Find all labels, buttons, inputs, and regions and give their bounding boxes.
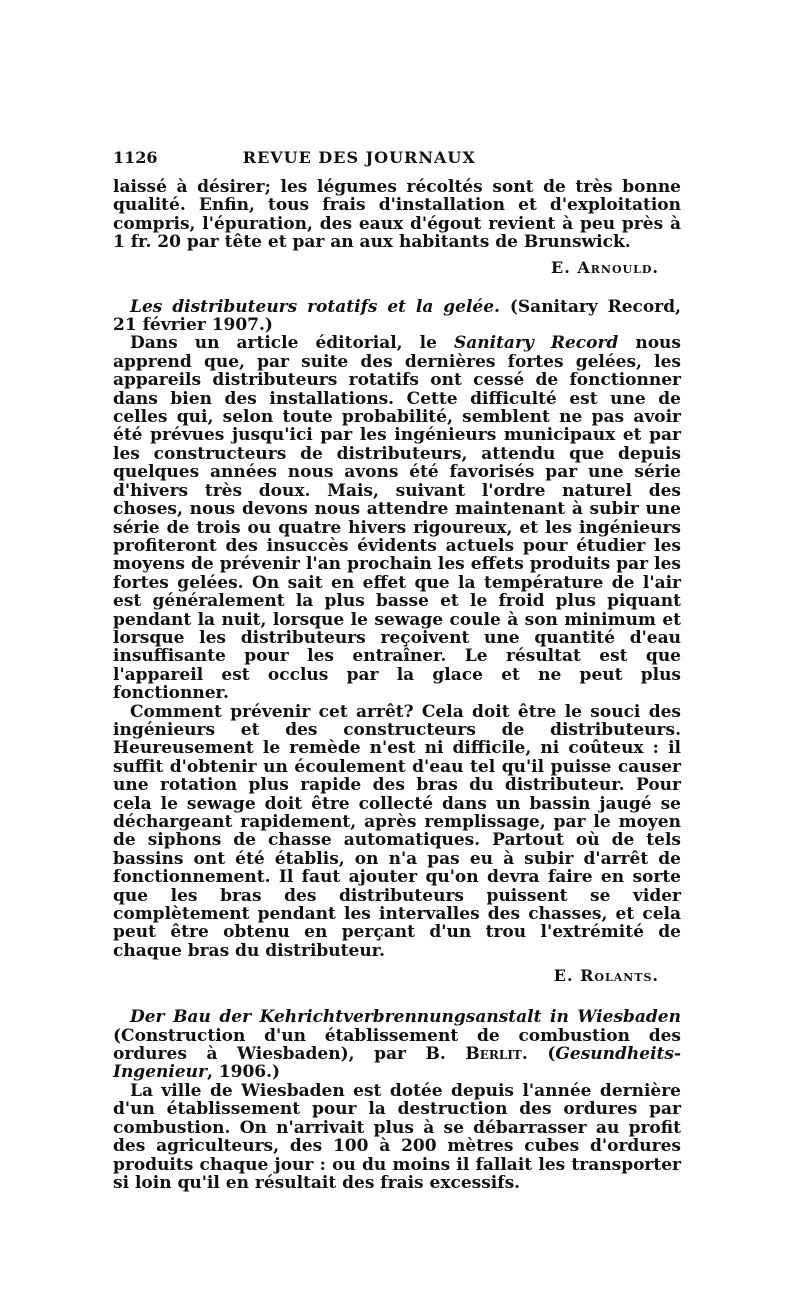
article3-heading: Der Bau der Kehrichtverbrennungsanstalt in Wiesbaden (Construction d'un établissement de combustion des ordures à Wiesbaden), par B. Berlit. (Gesundheits-Ingenieur, 1906.) bbox=[113, 1007, 682, 1083]
article1-continuation: laissé à désirer; les légumes récoltés sont de très bonne qualité. Enfin, tous frais d'installation et d'exploitation compris, l'épuration, des eaux d'égout revient à peu près à 1 fr. 20 par tête et par an aux habitants de Brunswick. bbox=[113, 177, 681, 253]
article2-paragraph-2: Comment prévenir cet arrêt? Cela doit être le souci des ingénieurs et des constructeurs de distributeurs. Heureusement le remède n'est ni difficile, ni coûteux : il suffit d'obtenir un écoulement d'eau tel qu'il puisse causer une rotation plus rapide des bras du distributeur. Pour cela le sewage doit être collecté dans un bassin jaugé se déchargeant rapidement, après remplissage, par le moyen de siphons de chasse automatiques. Partout où de tels bassins ont été établis, on n'a pas eu à subir d'arrêt de fonctionnement. Il faut ajouter qu'on devra faire en sorte que les bras des distributeurs puissent se vider complètement pendant les intervalles des chasses, et cela peut être obtenu en perçant d'un trou l'extrémité de chaque bras du distributeur. bbox=[113, 701, 681, 961]
spacer bbox=[113, 278, 681, 298]
page-number: 1126 bbox=[113, 148, 158, 167]
journal-name: Sanitary Record bbox=[453, 333, 619, 354]
running-title: REVUE DES JOURNAUX bbox=[242, 148, 476, 167]
article3-source: Gesundheits-Ingenieur bbox=[113, 1044, 682, 1083]
article3-title: Der Bau der Kehrichtverbrennungsanstalt in Wiesbaden bbox=[130, 1007, 681, 1028]
article1-signature: E. Arnould. bbox=[551, 257, 659, 277]
article2-heading bbox=[113, 298, 681, 335]
article2-title: Les distributeurs rotatifs et la gelée. bbox=[130, 296, 500, 317]
spacer bbox=[113, 986, 681, 1008]
running-header bbox=[113, 148, 681, 178]
page bbox=[113, 148, 681, 1192]
article2-signature: E. Rolants. bbox=[553, 966, 659, 986]
article3-author: Berlit bbox=[465, 1044, 522, 1065]
article2-source: (Sanitary Record, 21 février 1907.) bbox=[113, 296, 681, 336]
article3-paragraph-1: La ville de Wiesbaden est dotée depuis l'année dernière d'un établissement pour la destruction des ordures par combustion. On n'arrivait plus à se débarrasser au profit des agriculteurs, des 100 à 200 mètres cubes d'ordures produits chaque jour : ou du moins il fallait les transporter si loin qu'il en résultait des frais excessifs. bbox=[113, 1080, 681, 1193]
article2-paragraph-1: Dans un article éditorial, le Sanitary Record nous apprend que, par suite des dernières fortes gelées, les appareils distributeurs rotatifs ont cessé de fonctionner dans bien des installations. Cette difficulté est une de celles qui, selon toute probabilité, semblent ne pas avoir été prévues jusqu'ici par les ingénieurs municipaux et par les constructeurs de distributeurs, attendu que depuis quelques années nous avons été favorisés par une série d'hivers très doux. Mais, suivant l'ordre naturel des choses, nous devons nous attendre maintenant à subir une série de trois ou quatre hivers rigoureux, et les ingénieurs profiteront des insuccès évidents actuels pour étudier les moyens de prévenir l'an prochain les effets produits par les fortes gelées. On sait en effet que la température de l'air est généralement la plus basse et le froid plus piquant pendant la nuit, lorsque le sewage coule à son minimum et lorsque les distributeurs reçoivent une quantité d'eau insuffisante pour les entraîner. Le résultat est que l'appareil est occlus par la glace et ne peut plus fonctionner. bbox=[113, 333, 681, 704]
